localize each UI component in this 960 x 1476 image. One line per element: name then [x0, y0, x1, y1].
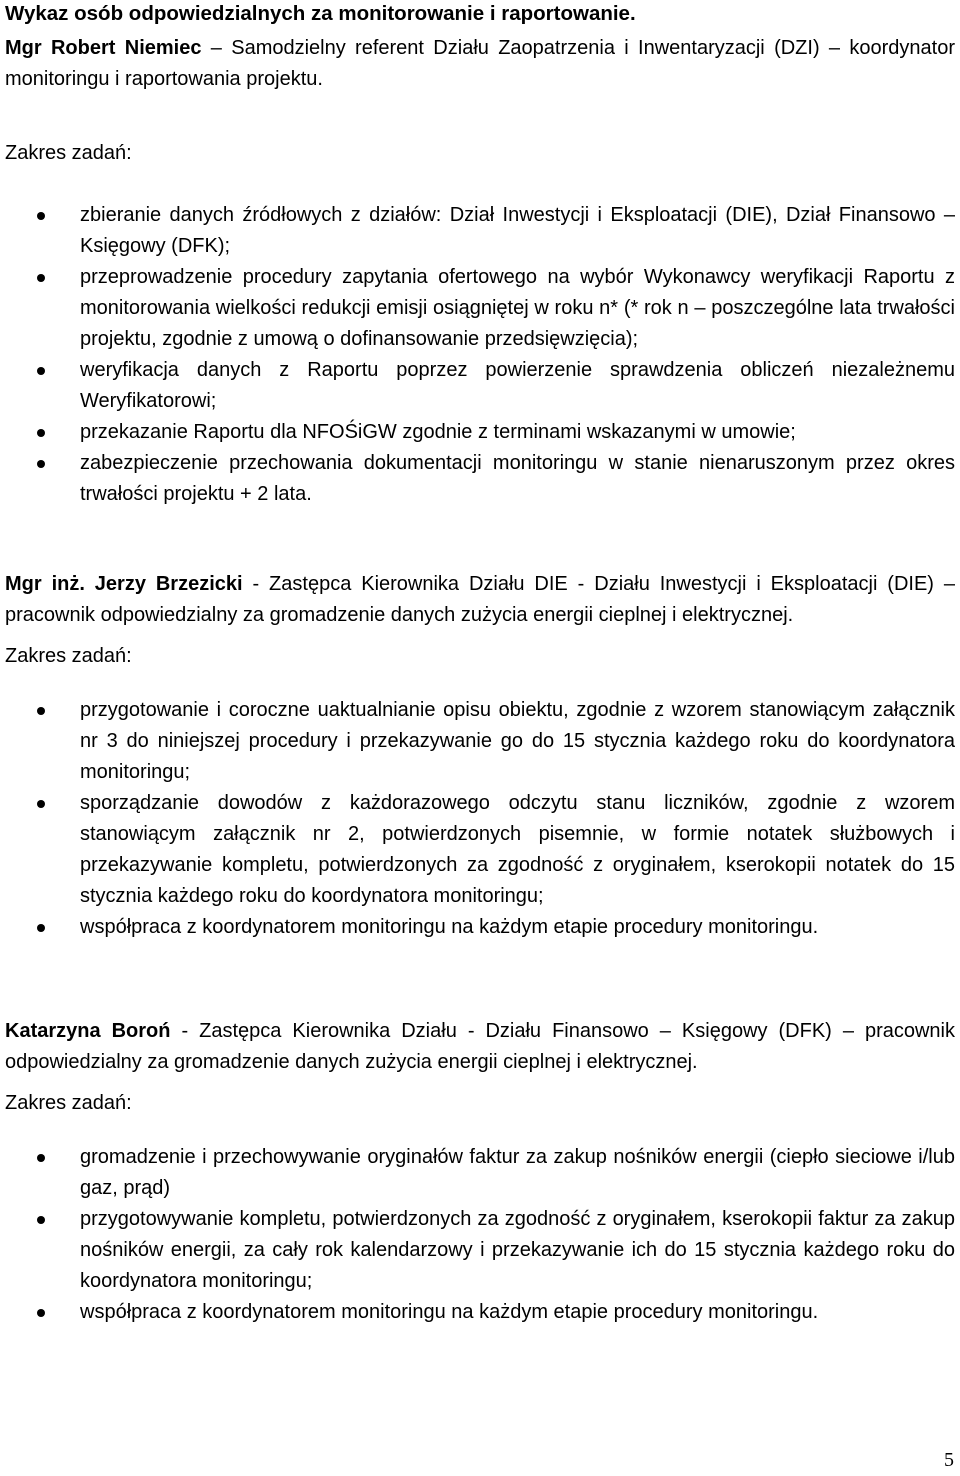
list-item [5, 1204, 955, 1297]
scope-label: Zakres zadań: [5, 645, 132, 667]
task-text: zbieranie danych źródłowych z działów: Dział Inwestycji i Eksploatacji (DIE), Dział Finansowo – Księgowy (DFK); [80, 204, 955, 257]
list-item [5, 417, 955, 448]
person-role: - Zastępca Kierownika Działu - Działu Finansowo – Księgowy (DFK) – pracownik odpowiedzialny za gromadzenie danych zużycia energii cieplnej i elektrycznej. [5, 1020, 955, 1073]
list-item [5, 262, 955, 355]
task-text: zabezpieczenie przechowania dokumentacji monitoringu w stanie nienaruszonym przez okres trwałości projektu + 2 lata. [80, 452, 955, 505]
task-text: weryfikacja danych z Raportu poprzez powierzenie sprawdzenia obliczeń niezależnemu Weryfikatorowi; [80, 359, 955, 412]
bullet-icon [37, 367, 45, 375]
bullet-icon [37, 707, 45, 715]
list-item [5, 200, 955, 262]
list-item [5, 448, 955, 510]
task-list [5, 200, 955, 510]
list-item [5, 1142, 955, 1204]
task-text: współpraca z koordynatorem monitoringu na każdym etapie procedury monitoringu. [80, 916, 819, 938]
scope-label: Zakres zadań: [5, 1092, 132, 1114]
list-item [5, 912, 955, 943]
person-role: – Samodzielny referent Działu Zaopatrzenia i Inwentaryzacji (DZI) – koordynator monitoringu i raportowania projektu. [5, 37, 955, 90]
bullet-icon [37, 460, 45, 468]
task-text: sporządzanie dowodów z każdorazowego odczytu stanu liczników, zgodnie z wzorem stanowiącym załącznik nr 2, potwierdzonych pisemnie, w formie notatek służbowych i przekazywanie kompletu, potwierdzonych za zgodność z oryginałem, kserokopii notatek do 15 stycznia każdego roku do koordynatora monitoringu; [80, 792, 955, 907]
bullet-icon [37, 212, 45, 220]
task-list [5, 1142, 955, 1328]
section-jerzy-brzezicki [5, 569, 955, 943]
person-name: Katarzyna Boroń [5, 1020, 171, 1042]
list-item [5, 1297, 955, 1328]
task-text: przygotowanie i coroczne uaktualnianie opisu obiektu, zgodnie z wzorem stanowiącym załącznik nr 3 do niniejszej procedury i przekazywanie go do 15 stycznia każdego roku do koordynatora monitoringu; [80, 699, 955, 783]
list-item [5, 355, 955, 417]
bullet-icon [37, 924, 45, 932]
page-number: 5 [944, 1449, 954, 1471]
person-name: Mgr inż. Jerzy Brzezicki [5, 573, 243, 595]
bullet-icon [37, 274, 45, 282]
bullet-icon [37, 429, 45, 437]
task-text: współpraca z koordynatorem monitoringu na każdym etapie procedury monitoringu. [80, 1301, 819, 1323]
person-name: Mgr Robert Niemiec [5, 37, 202, 59]
task-text: przekazanie Raportu dla NFOŚiGW zgodnie z terminami wskazanymi w umowie; [80, 421, 796, 443]
list-item [5, 695, 955, 788]
document-title: Wykaz osób odpowiedzialnych za monitorowanie i raportowanie. [5, 2, 636, 25]
bullet-icon [37, 1309, 45, 1317]
task-text: przygotowywanie kompletu, potwierdzonych za zgodność z oryginałem, kserokopii faktur za zakup nośników energii, za cały rok kalendarzowy i przekazywanie ich do 15 stycznia każdego roku do koordynatora monitoringu; [80, 1208, 955, 1292]
person-description [5, 33, 955, 95]
list-item [5, 788, 955, 912]
section-robert-niemiec [5, 33, 955, 510]
bullet-icon [37, 800, 45, 808]
task-text: przeprowadzenie procedury zapytania ofertowego na wybór Wykonawcy weryfikacji Raportu z monitorowania wielkości redukcji emisji osiągniętej w roku n* (* rok n – poszczególne lata trwałości projektu, zgodnie z umową o dofinansowanie przedsięwzięcia); [80, 266, 955, 350]
person-role: - Zastępca Kierownika Działu DIE - Działu Inwestycji i Eksploatacji (DIE) – pracownik odpowiedzialny za gromadzenie danych zużycia energii cieplnej i elektrycznej. [5, 573, 955, 626]
person-description [5, 1016, 955, 1078]
scope-label: Zakres zadań: [5, 142, 132, 164]
task-list [5, 695, 955, 943]
section-katarzyna-boron [5, 1016, 955, 1328]
bullet-icon [37, 1154, 45, 1162]
task-text: gromadzenie i przechowywanie oryginałów faktur za zakup nośników energii (ciepło sieciowe i/lub gaz, prąd) [80, 1146, 955, 1199]
bullet-icon [37, 1216, 45, 1224]
document-page [5, 0, 955, 1328]
person-description [5, 569, 955, 631]
